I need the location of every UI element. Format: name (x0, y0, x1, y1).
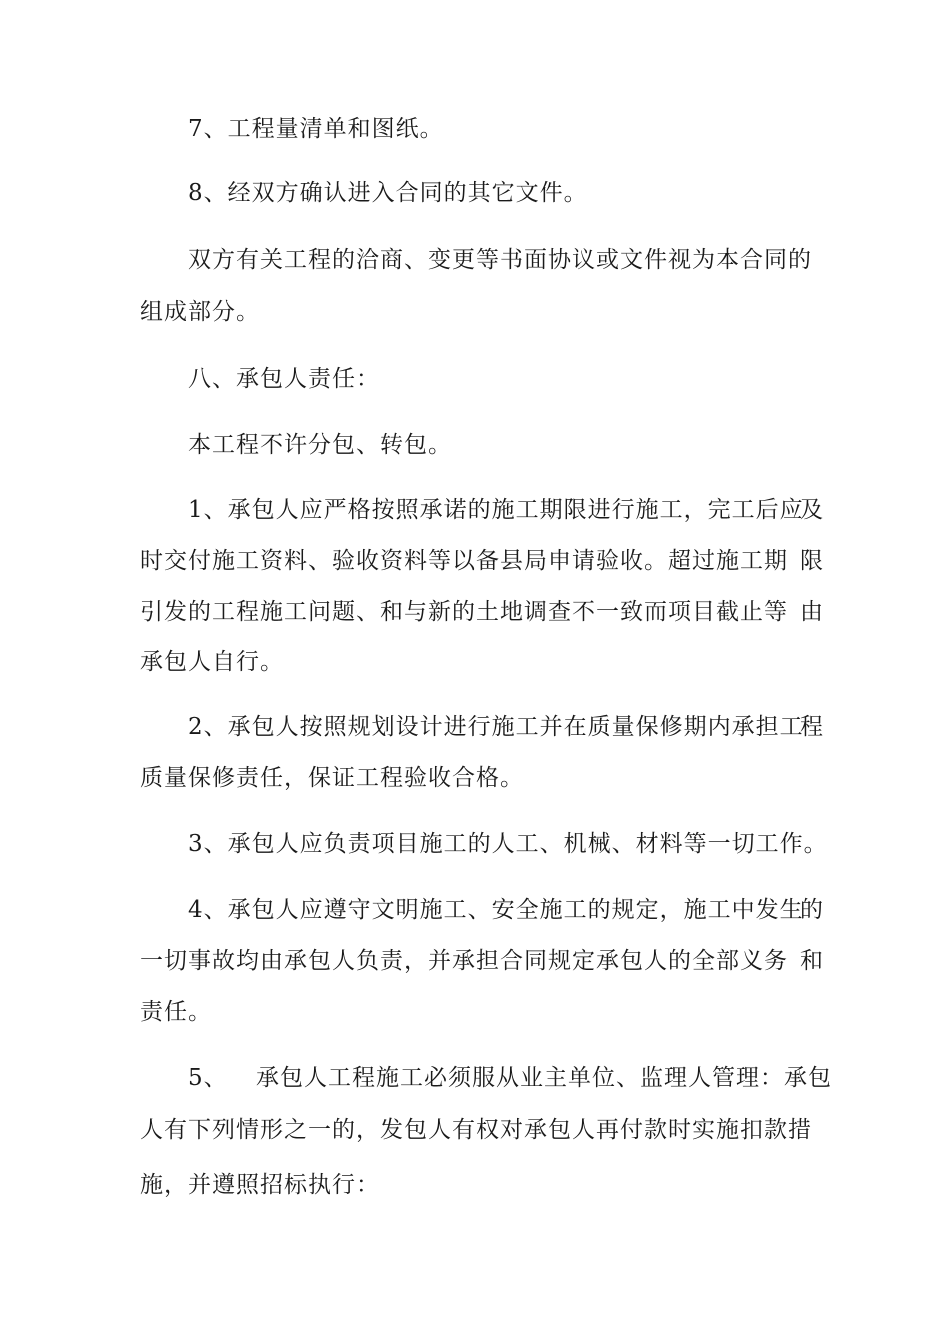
paragraph-r1-line-3: 引发的工程施工问题、和与新的土地调查不一致而项目截止等 (140, 599, 788, 625)
paragraph-r4-line-2-tail: 和 (800, 948, 824, 974)
paragraph-r4-line-2: 一切事故均由承包人负责，并承担合同规定承包人的全部义务 (140, 948, 788, 974)
paragraph-7: 7、工程量清单和图纸。 (188, 116, 444, 142)
paragraph-r1-line-1-tail: 及 (800, 497, 824, 523)
paragraph-r5-line-1: 承包人工程施工必须服从业主单位、监理人管理：承包 (256, 1065, 832, 1091)
paragraph-r4-line-3: 责任。 (140, 999, 212, 1025)
paragraph-r5-number: 5、 (188, 1065, 228, 1091)
paragraph-r5-line-2: 人有下列情形之一的，发包人有权对承包人再付款时实施扣款措 (140, 1117, 812, 1143)
paragraph-r3: 3、承包人应负责项目施工的人工、机械、材料等一切工作。 (188, 831, 828, 857)
paragraph-r1-line-1: 1、承包人应严格按照承诺的施工期限进行施工，完工后应 (188, 497, 804, 523)
paragraph-agreement-line-1: 双方有关工程的洽商、变更等书面协议或文件视为本合同的 (188, 247, 812, 273)
paragraph-r1-line-2: 时交付施工资料、验收资料等以备县局申请验收。超过施工期 (140, 548, 788, 574)
paragraph-8: 8、经双方确认进入合同的其它文件。 (188, 180, 588, 206)
paragraph-r1-line-3-tail: 由 (800, 599, 824, 625)
paragraph-no-subcontract: 本工程不许分包、转包。 (188, 432, 452, 458)
paragraph-r1-line-2-tail: 限 (800, 548, 824, 574)
paragraph-r1-line-4: 承包人自行。 (140, 649, 284, 675)
paragraph-r5-line-3: 施，并遵照招标执行： (140, 1172, 380, 1198)
section-heading-contractor-responsibility: 八、承包人责任： (188, 366, 380, 392)
paragraph-r2-line-1: 2、承包人按照规划设计进行施工并在质量保修期内承担工 (188, 714, 804, 740)
paragraph-r4-line-1: 4、承包人应遵守文明施工、安全施工的规定，施工中发生 (188, 897, 804, 923)
paragraph-agreement-line-2: 组成部分。 (140, 299, 260, 325)
paragraph-r4-line-1-tail: 的 (800, 897, 824, 923)
paragraph-r2-line-1-tail: 程 (800, 714, 824, 740)
paragraph-r2-line-2: 质量保修责任，保证工程验收合格。 (140, 765, 524, 791)
